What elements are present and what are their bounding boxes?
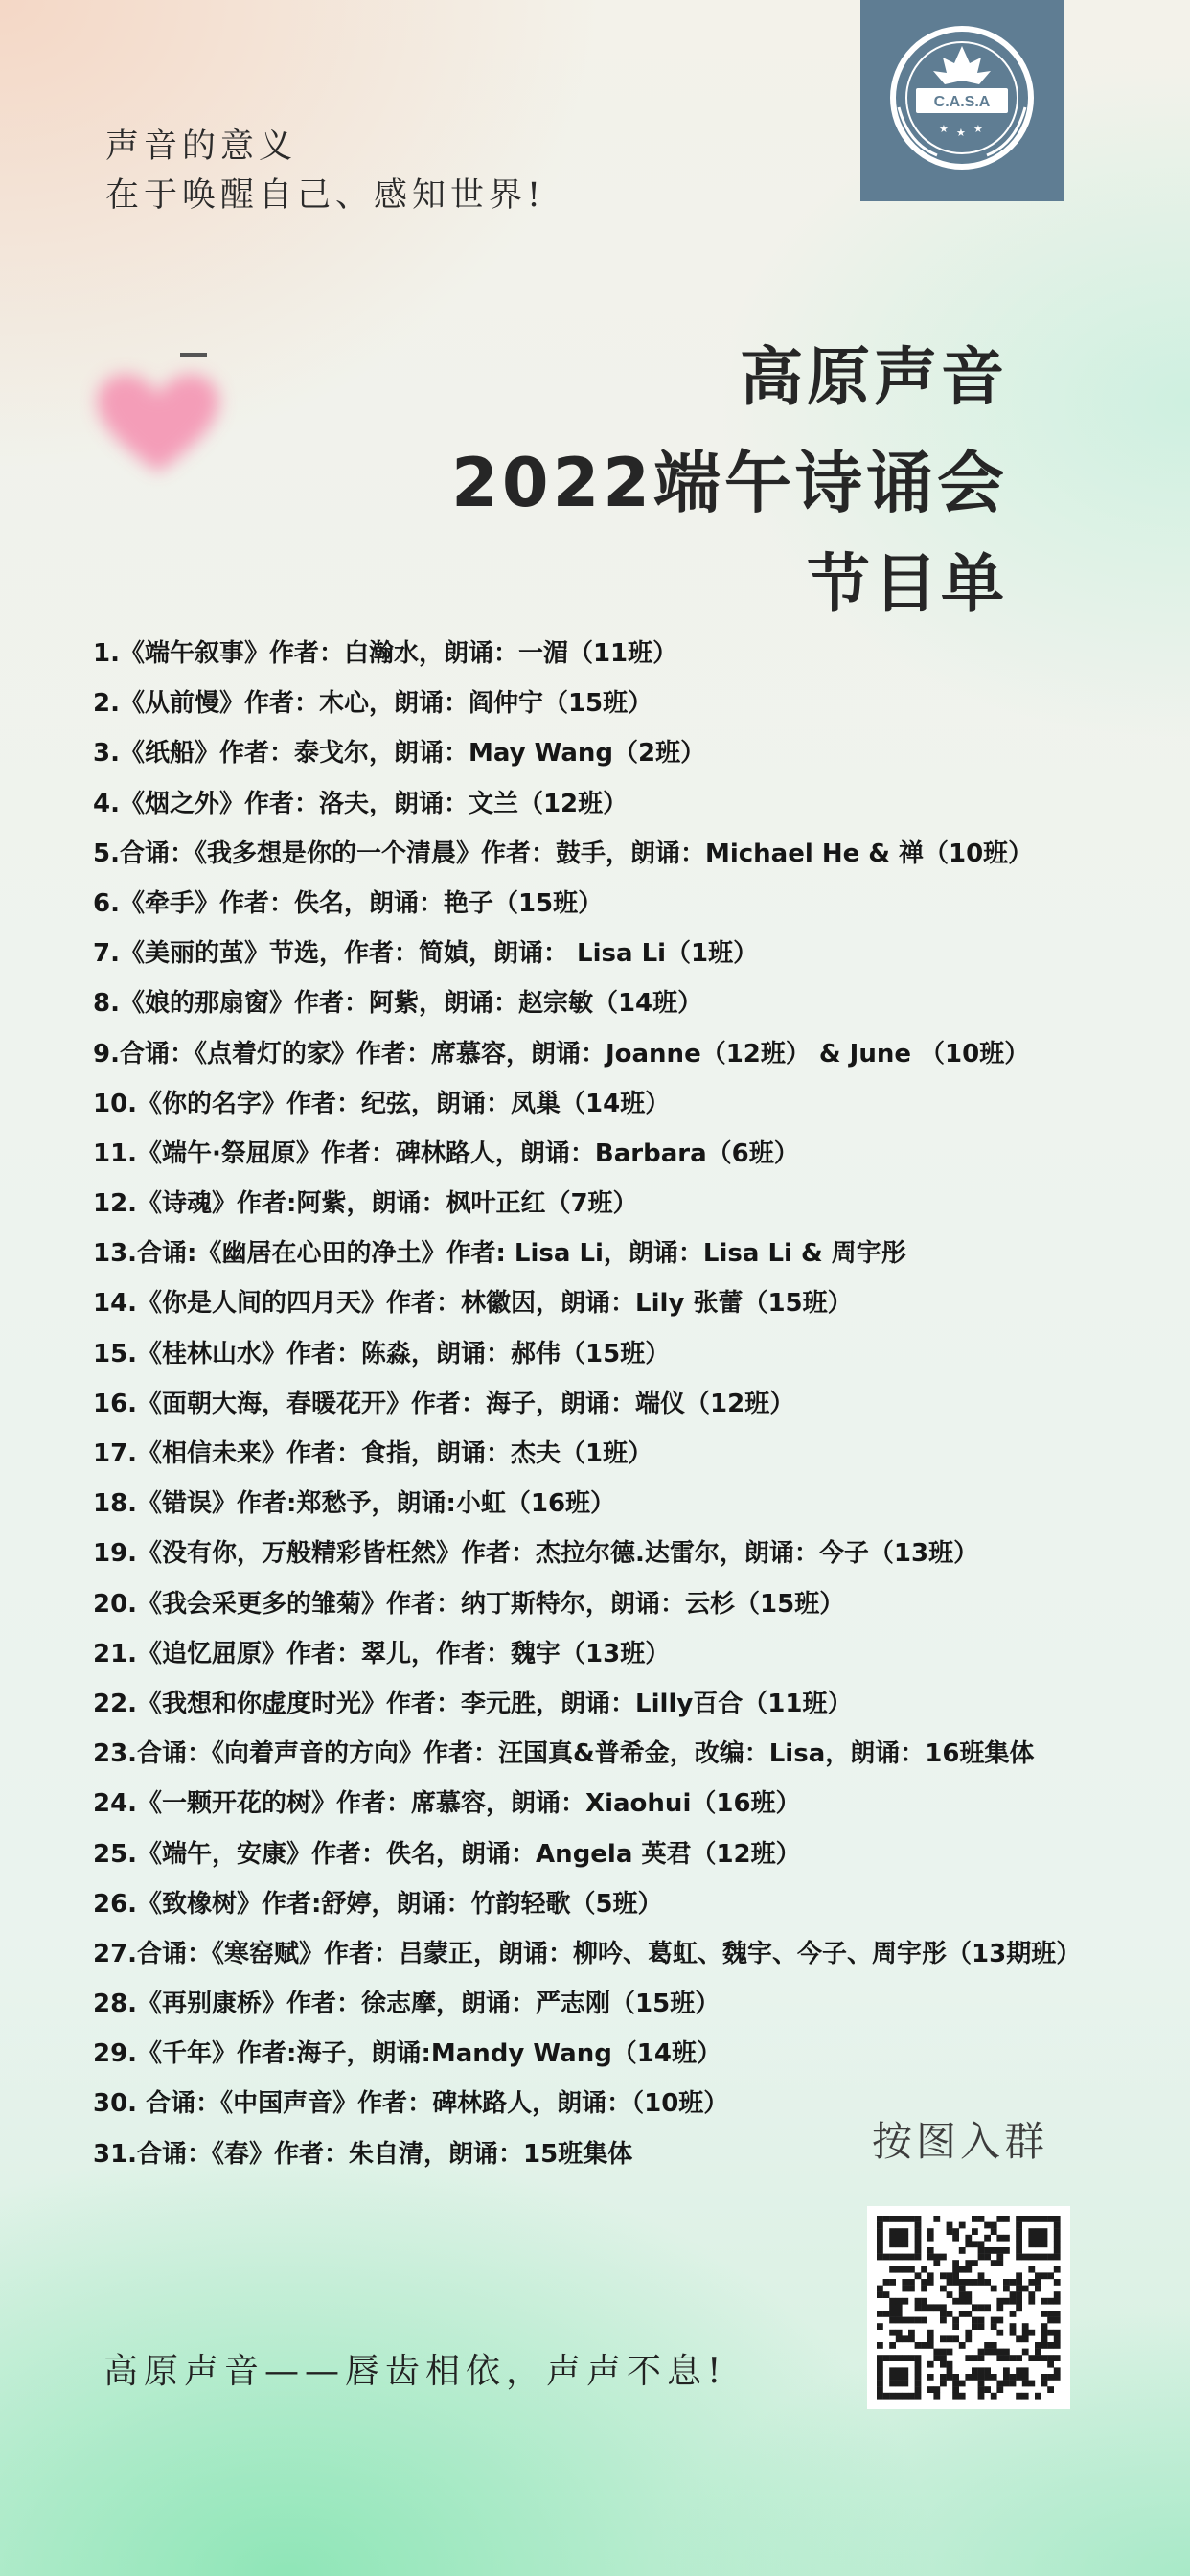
title-line-2: 2022端午诗诵会 <box>451 444 1008 522</box>
program-item: 26.《致橡树》作者:舒婷，朗诵：竹韵轻歌（5班） <box>93 1889 663 1919</box>
program-item: 24.《一颗开花的树》作者：席慕容，朗诵：Xiaohui（16班） <box>93 1789 801 1819</box>
title-line-1: 高原声音 <box>740 340 1008 414</box>
program-item: 27.合诵：《寒窑赋》作者：吕蒙正，朗诵：柳吟、葛虹、魏宇、今子、周宇彤（13期班） <box>93 1939 1082 1968</box>
program-item: 10.《你的名字》作者：纪弦，朗诵：凤巢（14班） <box>93 1089 671 1118</box>
program-item: 31.合诵：《春》作者：朱自清，朗诵：15班集体 <box>93 2139 633 2169</box>
program-item: 6.《牵手》作者：佚名，朗诵：艳子（15班） <box>93 888 604 918</box>
program-item: 11.《端午·祭屈原》作者：碑林路人，朗诵：Barbara（6班） <box>93 1138 799 1168</box>
casa-emblem-icon <box>860 0 1064 201</box>
program-item: 14.《你是人间的四月天》作者：林徽因，朗诵：Lily 张蕾（15班） <box>93 1289 853 1319</box>
dash-decoration <box>180 353 207 356</box>
program-item: 16.《面朝大海，春暖花开》作者：海子，朗诵：端仪（12班） <box>93 1389 795 1418</box>
program-item: 23.合诵：《向着声音的方向》作者：汪国真&普希金，改编：Lisa，朗诵：16班集体 <box>93 1739 1035 1769</box>
program-item: 2.《从前慢》作者：木心，朗诵：阎仲宁（15班） <box>93 689 653 719</box>
program-item: 13.合诵:《幽居在心田的净土》作者: Lisa Li，朗诵：Lisa Li & 周宇彤 <box>93 1239 906 1269</box>
program-item: 8.《娘的那扇窗》作者：阿紫，朗诵：赵宗敏（14班） <box>93 989 703 1019</box>
program-item: 21.《追忆屈原》作者：翠儿，作者：魏宇（13班） <box>93 1639 671 1668</box>
motto <box>105 123 545 220</box>
program-list <box>93 629 1081 2179</box>
program-item: 19.《没有你，万般精彩皆枉然》作者：杰拉尔德.达雷尔，朗诵：今子（13班） <box>93 1539 979 1569</box>
heart-icon <box>94 369 222 474</box>
program-item: 22.《我想和你虚度时光》作者：李元胜，朗诵：Lilly百合（11班） <box>93 1689 853 1718</box>
logo-text: C.A.S.A <box>933 94 991 110</box>
casa-logo <box>860 0 1064 201</box>
program-item: 9.合诵：《点着灯的家》作者：席慕容，朗诵：Joanne（12班） & June （10班） <box>93 1039 1030 1069</box>
svg-text:★: ★ <box>956 126 966 139</box>
motto-line-2: 在于唤醒自己、感知世界! <box>105 176 546 215</box>
program-item: 29.《千年》作者:海子，朗诵:Mandy Wang（14班） <box>93 2039 721 2069</box>
program-item: 18.《错误》作者:郑愁予，朗诵:小虹（16班） <box>93 1489 616 1519</box>
svg-text:★: ★ <box>973 123 983 135</box>
motto-line-1: 声音的意义 <box>105 127 298 166</box>
program-item: 15.《桂林山水》作者：陈淼，朗诵：郝伟（15班） <box>93 1339 671 1368</box>
program-item: 1.《端午叙事》作者：白瀚水，朗诵：一湄（11班） <box>93 639 678 668</box>
program-item: 12.《诗魂》作者:阿紫，朗诵：枫叶正红（7班） <box>93 1189 638 1219</box>
footer-slogan: 高原声音——唇齿相依，声声不息! <box>103 2352 727 2391</box>
program-item: 25.《端午，安康》作者：佚名，朗诵：Angela 英君（12班） <box>93 1839 801 1869</box>
program-item: 28.《再别康桥》作者：徐志摩，朗诵：严志刚（15班） <box>93 1990 721 2019</box>
program-item: 17.《相信未来》作者：食指，朗诵：杰夫（1班） <box>93 1439 653 1468</box>
svg-text:★: ★ <box>939 123 949 135</box>
program-item: 30. 合诵：《中国声音》作者：碑林路人，朗诵：（10班） <box>93 2089 729 2119</box>
program-item: 5.合诵：《我多想是你的一个清晨》作者：鼓手，朗诵：Michael He & 禅（10班） <box>93 839 1034 868</box>
qr-code-icon[interactable] <box>867 2206 1070 2409</box>
join-group-label: 按图入群 <box>872 2118 1049 2165</box>
program-item: 7.《美丽的茧》节选，作者：简媜，朗诵： Lisa Li（1班） <box>93 939 759 969</box>
program-item: 3.《纸船》作者：泰戈尔，朗诵：May Wang（2班） <box>93 739 706 769</box>
title-line-3: 节目单 <box>807 547 1008 621</box>
program-item: 20.《我会采更多的雏菊》作者：纳丁斯特尔，朗诵：云杉（15班） <box>93 1589 845 1619</box>
program-item: 4.《烟之外》作者：洛夫，朗诵：文兰（12班） <box>93 789 629 818</box>
